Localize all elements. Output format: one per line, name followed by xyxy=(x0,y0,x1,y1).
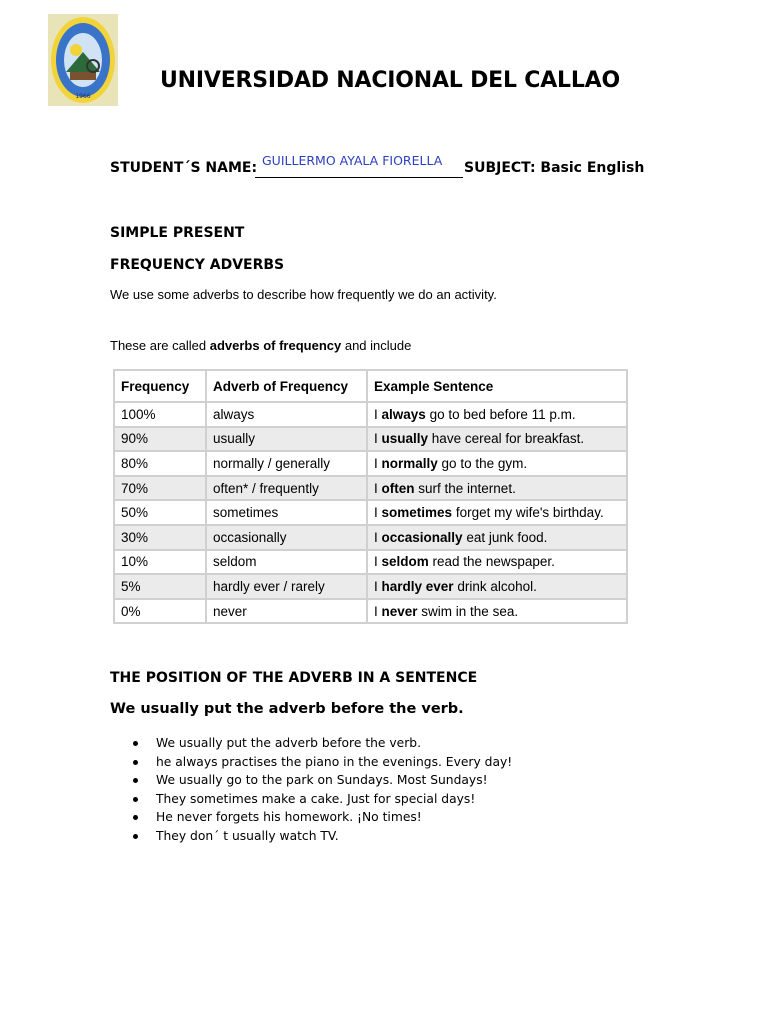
bullet-icon xyxy=(133,778,138,783)
table-row xyxy=(114,427,627,452)
example-cell: I sometimes forget my wife's birthday. xyxy=(367,500,627,525)
adverb-cell: always xyxy=(206,402,367,427)
bullet-icon xyxy=(133,797,138,802)
adverb-cell: often* / frequently xyxy=(206,476,367,501)
adverb-cell: hardly ever / rarely xyxy=(206,574,367,599)
table-row xyxy=(114,550,627,575)
heading-frequency-adverbs: FREQUENCY ADVERBS xyxy=(110,257,285,273)
list-item: We usually put the adverb before the verb. xyxy=(130,734,512,753)
list-item: He never forgets his homework. ¡No times! xyxy=(130,808,512,827)
example-cell: I seldom read the newspaper. xyxy=(367,550,627,575)
example-cell: I occasionally eat junk food. xyxy=(367,525,627,550)
frequency-cell: 10% xyxy=(114,550,206,575)
subheading-rule: We usually put the adverb before the verb. xyxy=(110,701,464,717)
list-item: They don´ t usually watch TV. xyxy=(130,827,512,846)
bullet-icon xyxy=(133,741,138,746)
bullet-icon xyxy=(133,815,138,820)
adverb-cell: normally / generally xyxy=(206,451,367,476)
example-cell: I never swim in the sea. xyxy=(367,599,627,624)
column-header-adverb: Adverb of Frequency xyxy=(206,370,367,402)
frequency-cell: 0% xyxy=(114,599,206,624)
frequency-cell: 80% xyxy=(114,451,206,476)
adverb-cell: occasionally xyxy=(206,525,367,550)
heading-simple-present: SIMPLE PRESENT xyxy=(110,225,245,241)
frequency-cell: 30% xyxy=(114,525,206,550)
example-cell: I hardly ever drink alcohol. xyxy=(367,574,627,599)
adverb-cell: seldom xyxy=(206,550,367,575)
adverb-cell: sometimes xyxy=(206,500,367,525)
frequency-table xyxy=(113,369,628,624)
student-name-label: STUDENT´S NAME: xyxy=(110,160,258,176)
table-row xyxy=(114,476,627,501)
intro-paragraph: We use some adverbs to describe how frequently we do an activity. xyxy=(110,287,497,302)
heading-adverb-position: THE POSITION OF THE ADVERB IN A SENTENCE xyxy=(110,670,478,686)
frequency-cell: 5% xyxy=(114,574,206,599)
frequency-cell: 70% xyxy=(114,476,206,501)
table-row xyxy=(114,500,627,525)
subject-label: SUBJECT: Basic English xyxy=(464,160,645,176)
seal-year: 1966 xyxy=(75,93,91,100)
table-row xyxy=(114,599,627,624)
table-row xyxy=(114,525,627,550)
university-seal-icon xyxy=(48,14,118,106)
example-cell: I often surf the internet. xyxy=(367,476,627,501)
list-item: They sometimes make a cake. Just for special days! xyxy=(130,790,512,809)
list-item: We usually go to the park on Sundays. Most Sundays! xyxy=(130,771,512,790)
column-header-frequency: Frequency xyxy=(114,370,206,402)
table-row xyxy=(114,451,627,476)
bullet-icon xyxy=(133,760,138,765)
frequency-cell: 90% xyxy=(114,427,206,452)
example-cell: I usually have cereal for breakfast. xyxy=(367,427,627,452)
adverb-cell: never xyxy=(206,599,367,624)
frequency-cell: 50% xyxy=(114,500,206,525)
example-cell: I normally go to the gym. xyxy=(367,451,627,476)
bullet-icon xyxy=(133,834,138,839)
frequency-cell: 100% xyxy=(114,402,206,427)
student-name-value: GUILLERMO AYALA FIORELLA xyxy=(262,153,443,168)
table-row xyxy=(114,402,627,427)
page-title: UNIVERSIDAD NACIONAL DEL CALLAO xyxy=(160,68,620,93)
table-header-row xyxy=(114,370,627,402)
column-header-example: Example Sentence xyxy=(367,370,627,402)
example-cell: I always go to bed before 11 p.m. xyxy=(367,402,627,427)
adverbs-intro-paragraph: These are called adverbs of frequency and include xyxy=(110,338,412,353)
list-item: he always practises the piano in the evenings. Every day! xyxy=(130,753,512,772)
example-bullet-list xyxy=(130,734,512,845)
adverb-cell: usually xyxy=(206,427,367,452)
table-row xyxy=(114,574,627,599)
